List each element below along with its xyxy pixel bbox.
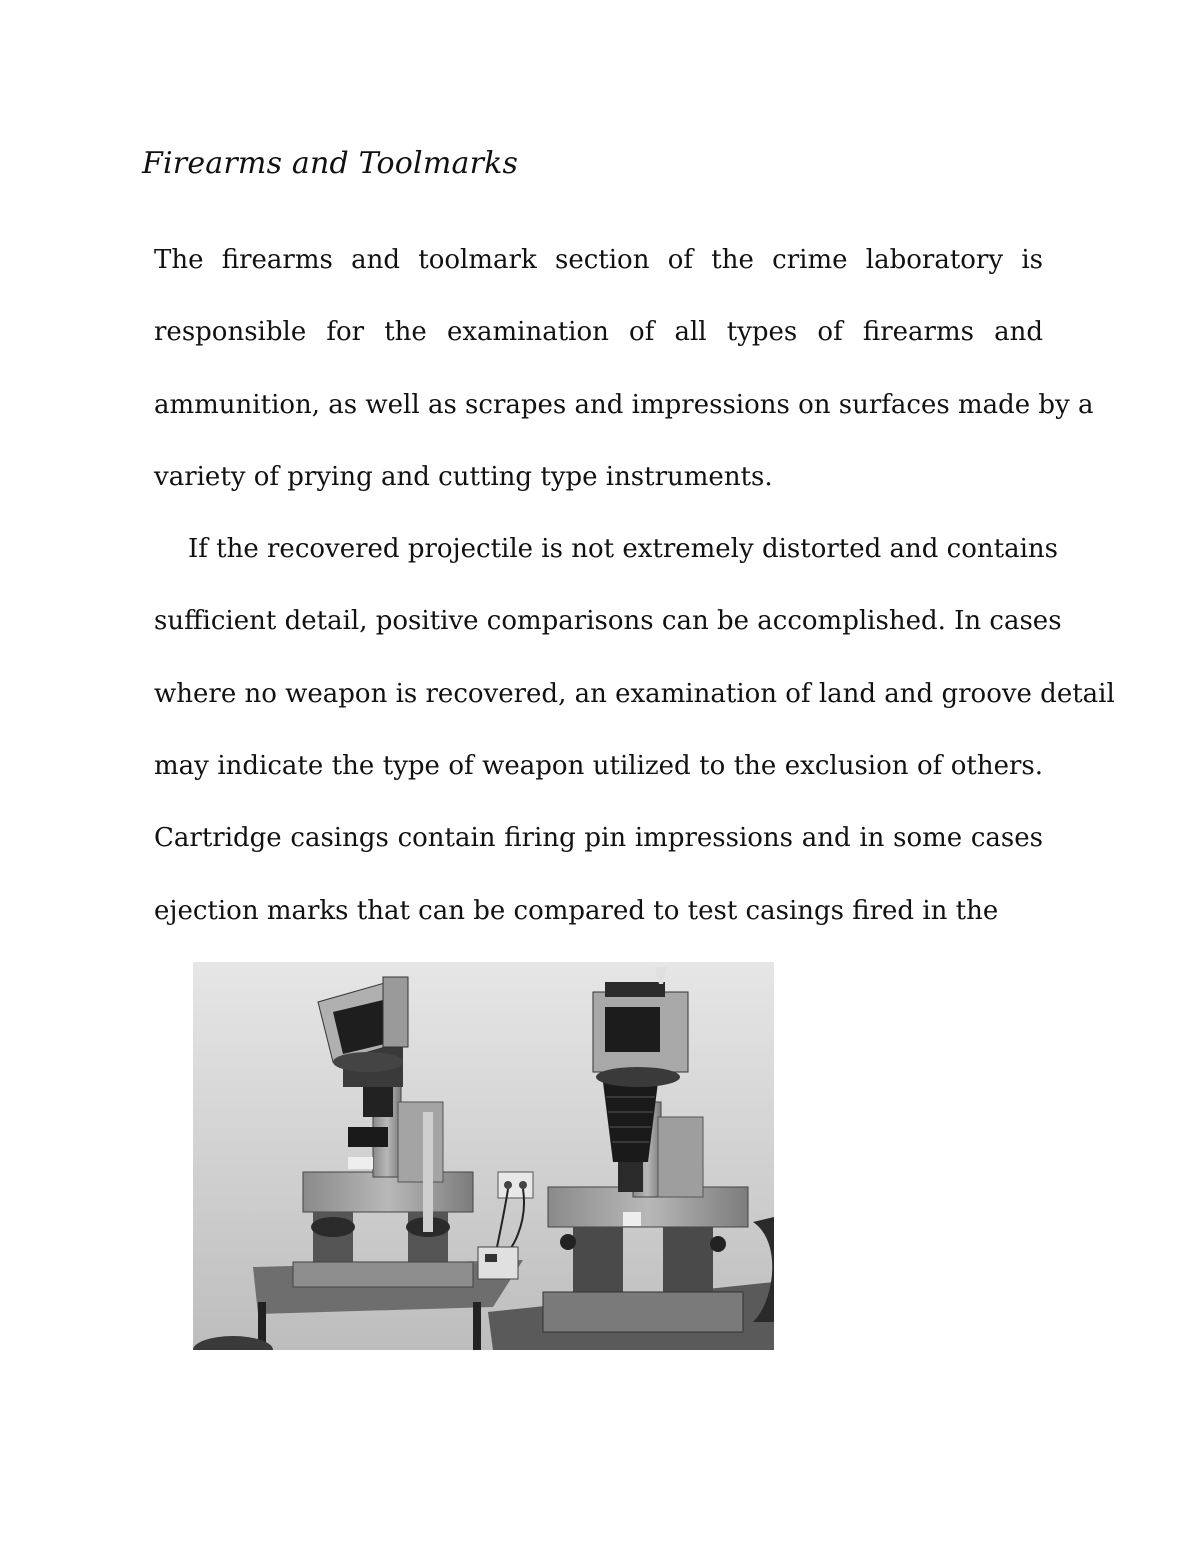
paragraph-2-line: sufficient detail, positive comparisons can be accomplished. In cases bbox=[154, 606, 1062, 637]
paragraph-2-line: where no weapon is recovered, an examination of land and groove detail bbox=[154, 678, 1115, 709]
body-text bbox=[154, 224, 1115, 947]
paragraph-2-line: Cartridge casings contain firing pin impressions and in some cases bbox=[154, 823, 1043, 854]
paragraph-1-line: The firearms and toolmark section of the crime laboratory is bbox=[154, 245, 1043, 275]
paragraph-1-line: ammunition, as well as scrapes and impressions on surfaces made by a bbox=[154, 389, 1094, 420]
paragraph-2-line: If the recovered projectile is not extremely distorted and contains bbox=[188, 534, 1058, 565]
comparison-microscopes-photo bbox=[193, 962, 774, 1350]
paragraph-2-line: ejection marks that can be compared to test casings fired in the bbox=[154, 895, 999, 926]
paragraph-2-line: may indicate the type of weapon utilized to the exclusion of others. bbox=[154, 751, 1043, 782]
paragraph-1-line: responsible for the examination of all types of firearms and bbox=[154, 317, 1043, 348]
photo-illustration bbox=[193, 962, 774, 1350]
section-heading: Firearms and Toolmarks bbox=[142, 146, 519, 181]
paragraph-1-line: variety of prying and cutting type instruments. bbox=[154, 461, 773, 492]
